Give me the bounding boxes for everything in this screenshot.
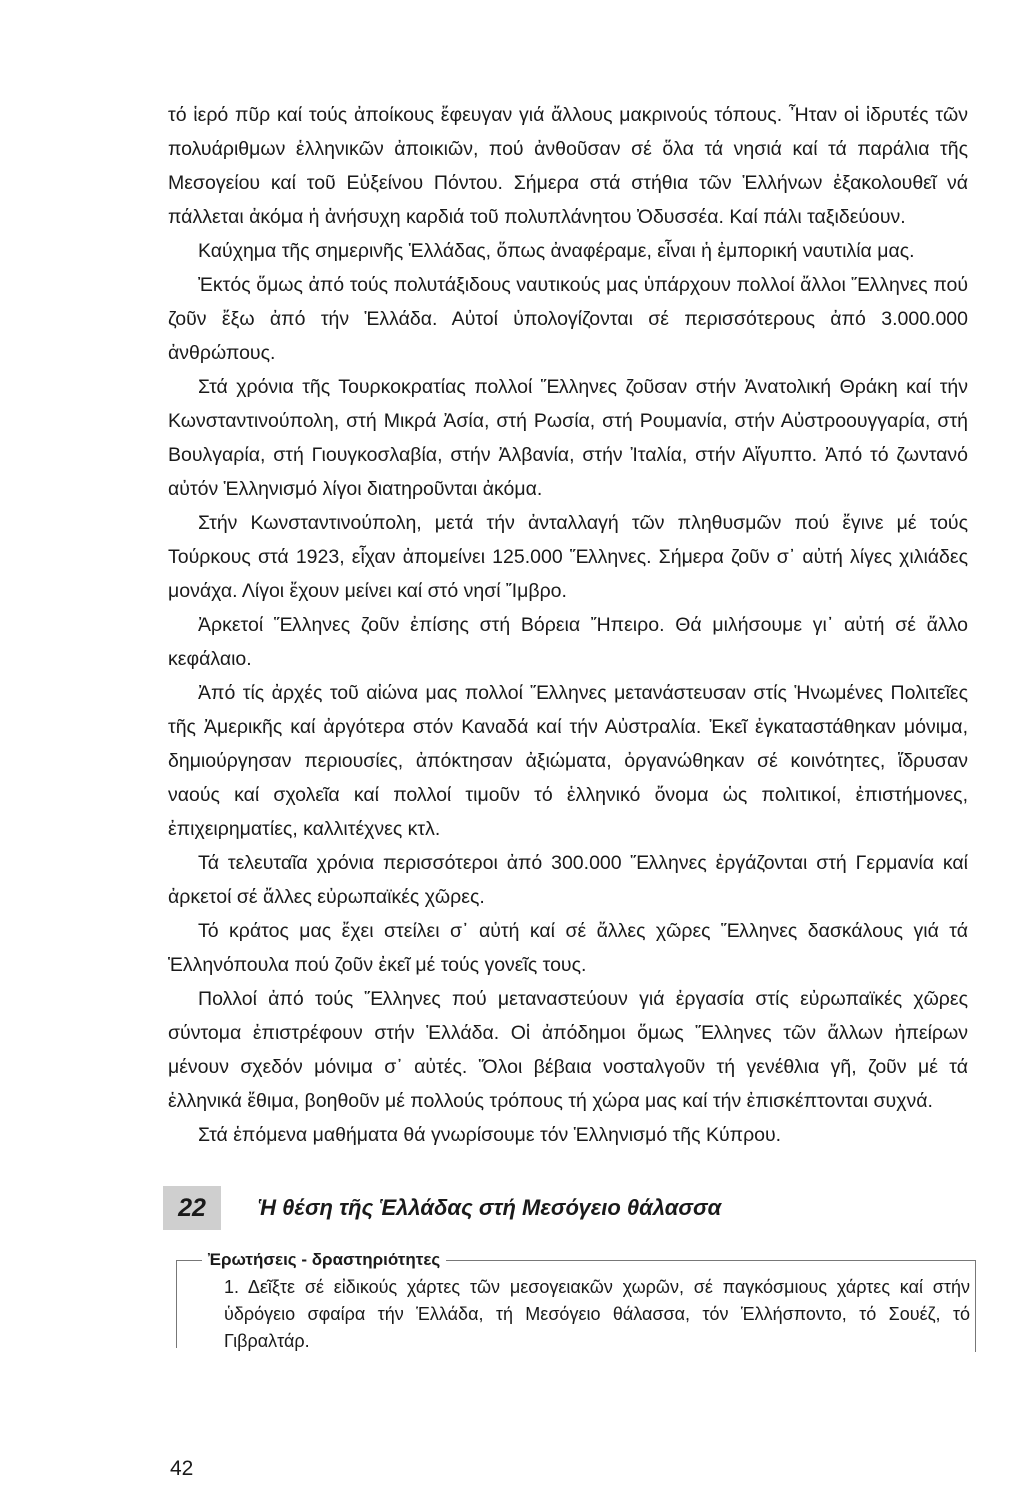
paragraph: Τά τελευταῖα χρόνια περισσότεροι ἀπό 300.000 Ἕλληνες ἐργάζονται στή Γερμανία καί ἀρκετοί σέ ἄλλες εὐρωπαϊκές χῶρες. (168, 852, 968, 908)
questions-box-border (975, 1260, 976, 1352)
paragraph: Στά χρόνια τῆς Τουρκοκρατίας πολλοί Ἕλληνες ζοῦσαν στήν Ἀνατολική Θράκη καί τήν Κωνσταντινούπολη, στή Μικρά Ἀσία, στή Ρωσία, στή Ρουμανία, στήν Αὐστροουγγαρία, στή Βουλγαρία, στή Γιουγκοσλαβία, στήν Ἀλβανία, στήν Ἰταλία, στήν Αἴγυπτο. Ἀπό τό ζωντανό αὐτόν Ἑλληνισμό λίγοι διατηροῦνται ἀκόμα. (168, 376, 968, 500)
paragraph: Ἀρκετοί Ἕλληνες ζοῦν ἐπίσης στή Βόρεια Ἤπειρο. Θά μιλήσουμε γι᾽ αὐτή σέ ἄλλο κεφάλαιο. (168, 614, 968, 670)
questions-box (176, 1240, 976, 1352)
paragraph: Στήν Κωνσταντινούπολη, μετά τήν ἀνταλλαγή τῶν πληθυσμῶν πού ἔγινε μέ τούς Τούρκους στά 1923, εἶχαν ἀπομείνει 125.000 Ἕλληνες. Σήμερα ζοῦν σ᾽ αὐτή λίγες χιλιάδες μονάχα. Λίγοι ἔχουν μείνει καί στό νησί Ἴμβρο. (168, 512, 968, 602)
body-text (168, 98, 968, 1152)
paragraph: τό ἱερό πῦρ καί τούς ἀποίκους ἔφευγαν γιά ἄλλους μακρινούς τόπους. Ἦταν οἱ ἱδρυτές τῶν πολυάριθμων ἑλληνικῶν ἀποικιῶν, πού ἀνθοῦσαν σέ ὅλα τά νησιά καί τά παράλια τῆς Μεσογείου καί τοῦ Εὐξείνου Πόντου. Σήμερα στά στήθια τῶν Ἑλλήνων ἐξακολουθεῖ νά πάλλεται ἀκόμα ἡ ἀνήσυχη καρδιά τοῦ πολυπλάνητου Ὀδυσσέα. Καί πάλι ταξιδεύουν. (168, 104, 968, 228)
section-title: Ἡ θέση τῆς Ἑλλάδας στή Μεσόγειο θάλασσα (258, 1195, 722, 1220)
section-heading (163, 1186, 963, 1230)
questions-label: Ἐρωτήσεις - δραστηριότητες (202, 1247, 446, 1273)
questions-box-border (176, 1260, 177, 1348)
paragraph: Τό κράτος μας ἔχει στείλει σ᾽ αὐτή καί σέ ἄλλες χῶρες Ἕλληνες δασκάλους γιά τά Ἑλληνόπουλα πού ζοῦν ἐκεῖ μέ τούς γονεῖς τους. (168, 920, 968, 976)
page-number: 42 (170, 1457, 194, 1480)
question-item: 1. Δεῖξτε σέ εἰδικούς χάρτες τῶν μεσογειακῶν χωρῶν, σέ παγκόσμιους χάρτες καί στήν ὑδρόγειο σφαίρα τήν Ἑλλάδα, τή Μεσόγειο θάλασσα, τόν Ἑλλήσποντο, τό Σουέζ, τό Γιβραλτάρ. (224, 1277, 970, 1351)
paragraph: Στά ἑπόμενα μαθήματα θά γνωρίσουμε τόν Ἑλληνισμό τῆς Κύπρου. (198, 1124, 782, 1146)
paragraph: Καύχημα τῆς σημερινῆς Ἑλλάδας, ὅπως ἀναφέραμε, εἶναι ἡ ἐμπορική ναυτιλία μας. (198, 240, 915, 262)
paragraph: Πολλοί ἀπό τούς Ἕλληνες πού μεταναστεύουν γιά ἐργασία στίς εὐρωπαϊκές χῶρες σύντομα ἐπιστρέφουν στήν Ἑλλάδα. Οἱ ἀπόδημοι ὅμως Ἕλληνες τῶν ἄλλων ἠπείρων μένουν σχεδόν μόνιμα σ᾽ αὐτές. Ὅλοι βέβαια νοσταλγοῦν τή γενέθλια γῆ, ζοῦν μέ τά ἑλληνικά ἔθιμα, βοηθοῦν μέ πολλούς τρόπους τή χώρα μας καί τήν ἐπισκέπτονται συχνά. (168, 988, 968, 1112)
paragraph: Ἀπό τίς ἀρχές τοῦ αἰώνα μας πολλοί Ἕλληνες μετανάστευσαν στίς Ἡνωμένες Πολιτεῖες τῆς Ἀμερικῆς καί ἀργότερα στόν Καναδά καί τήν Αὐστραλία. Ἐκεῖ ἐγκαταστάθηκαν μόνιμα, δημιούργησαν περιουσίες, ἀπόκτησαν ἀξιώματα, ὀργανώθηκαν σέ κοινότητες, ἵδρυσαν ναούς καί σχολεῖα καί πολλοί τιμοῦν τό ἑλληνικό ὄνομα ὡς πολιτικοί, ἐπιστήμονες, ἐπιχειρηματίες, καλλιτέχνες κτλ. (168, 682, 968, 840)
paragraph: Ἐκτός ὅμως ἀπό τούς πολυτάξιδους ναυτικούς μας ὑπάρχουν πολλοί ἄλλοι Ἕλληνες πού ζοῦν ἔξω ἀπό τήν Ἑλλάδα. Αὐτοί ὑπολογίζονται σέ περισσότερους ἀπό 3.000.000 ἀνθρώπους. (168, 274, 968, 364)
section-number: 22 (163, 1186, 221, 1230)
